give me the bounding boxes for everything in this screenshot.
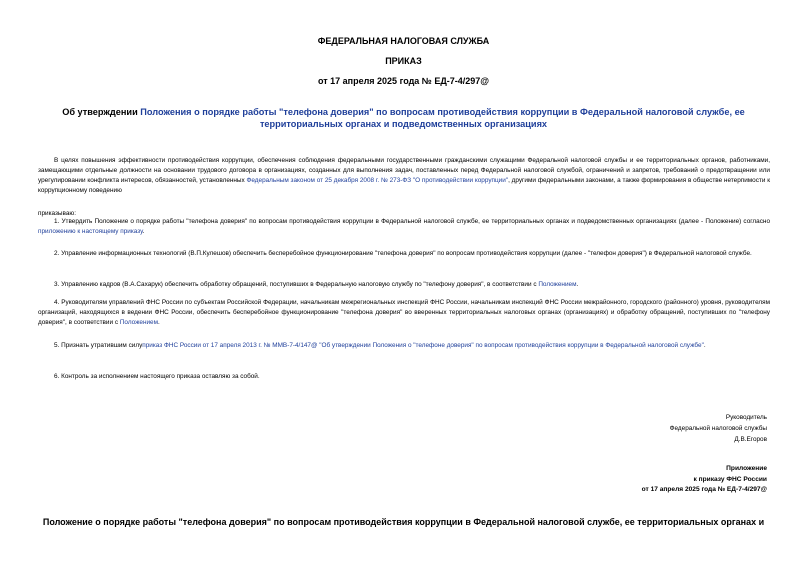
doc-title: [60, 106, 747, 130]
appendix-block: [467, 464, 767, 496]
title-prefix: Об утверждении: [62, 107, 141, 117]
regulation-link-1[interactable]: Положением: [538, 281, 577, 288]
appendix-link[interactable]: приложению к настоящему приказу: [38, 228, 143, 235]
regulation-link-2[interactable]: Положением: [119, 319, 158, 326]
item-5-text-a: 5. Признать утратившим силу: [54, 342, 143, 349]
item-5-text-b: .: [703, 342, 706, 349]
repealed-order-link[interactable]: приказ ФНС России от 17 апреля 2013 г. № ММВ-7-4/147@ "Об утверждении Положения о "телефоне доверия" по вопросам противодействия коррупции в Федеральной налоговой службе": [142, 342, 704, 349]
item-3: [38, 280, 770, 290]
preamble: [38, 156, 770, 196]
doc-date-number: от 17 апреля 2025 года № ЕД-7-4/297@: [317, 76, 490, 86]
item-6: 6. Контроль за исполнением настоящего приказа оставляю за собой.: [54, 373, 260, 380]
appendix-label: Приложение: [726, 465, 767, 472]
item-5: [38, 341, 770, 351]
regulation-title: Положение о порядке работы "телефона доверия" по вопросам противодействия коррупции в Федеральной налоговой службе, ее территориальных органах и: [42, 517, 765, 527]
item-2: 2. Управление информационных технологий (В.П.Кулешов) обеспечить бесперебойное функционирование "телефона доверия" по вопросам противодействия коррупции (далее - "телефон доверия") в Федеральной налоговой службе.: [54, 250, 752, 257]
order-word: приказываю:: [38, 210, 76, 217]
signature-position: Руководитель: [725, 414, 767, 421]
appendix-date-number: от 17 апреля 2025 года № ЕД-7-4/297@: [641, 486, 767, 493]
item-1: [38, 217, 770, 237]
item-3-text-a: 3. Управлению кадров (В.А.Сахарук) обеспечить обработку обращений, поступивших в Федеральную налоговую службу по "телефону доверия", в соответствии с: [54, 281, 539, 288]
preamble-text-b: , другими федеральными законами, а также формирования в обществе нетерпимости к коррупционному поведению: [38, 177, 770, 194]
item-1-text-b: .: [142, 228, 145, 235]
signature-name: Д.В.Егоров: [734, 436, 767, 443]
item-4-text-b: .: [158, 319, 160, 326]
item-4: [38, 298, 770, 328]
signature-org: Федеральной налоговой службы: [669, 425, 767, 432]
item-3-text-b: .: [576, 281, 579, 288]
org-name: ФЕДЕРАЛЬНАЯ НАЛОГОВАЯ СЛУЖБА: [317, 36, 490, 46]
item-1-text-a: 1. Утвердить Положение о порядке работы "телефона доверия" по вопросам противодействия коррупции в Федеральной налоговой службе, ее территориальных органах и подведомственных организациях (далее - Положение) согласно: [54, 218, 770, 225]
doc-type: ПРИКАЗ: [385, 56, 422, 66]
appendix-ref: к приказу ФНС России: [693, 475, 767, 483]
federal-law-link[interactable]: Федеральным законом от 25 декабря 2008 г. № 273-ФЗ "О противодействии коррупции": [246, 177, 509, 184]
preamble-text-a: В целях повышения эффективности противодействия коррупции, обеспечения соблюдения федеральными государственными гражданскими служащими Федеральной налоговой службы и ее территориальных органов, работниками, замещающими отдельные должности на основании трудового договора в организациях, созданных для выполнения задач, поставленных перед Федеральной налоговой службой, ограничений и запретов, требований о предотвращении или урегулировании конфликта интересов, обязанностей, установленных: [38, 157, 770, 184]
title-link[interactable]: Положения о порядке работы "телефона доверия" по вопросам противодействия коррупции в Федеральной налоговой службе, ее территориальных органах и подведомственных организациях: [140, 107, 745, 129]
item-4-text-a: 4. Руководителям управлений ФНС России по субъектам Российской Федерации, начальникам межрегиональных инспекций ФНС России, начальникам инспекций ФНС России межрайонного, городского (районного) уровня, руководителям организаций, находящихся в ведении ФНС России, обеспечить бесперебойное функционирование "телефона доверия" во вверенных территориальных налоговых органах (организациях) и обработку обращений, поступивших по "телефону доверия", в соответствии с: [38, 299, 770, 326]
signature-block: [467, 412, 767, 445]
